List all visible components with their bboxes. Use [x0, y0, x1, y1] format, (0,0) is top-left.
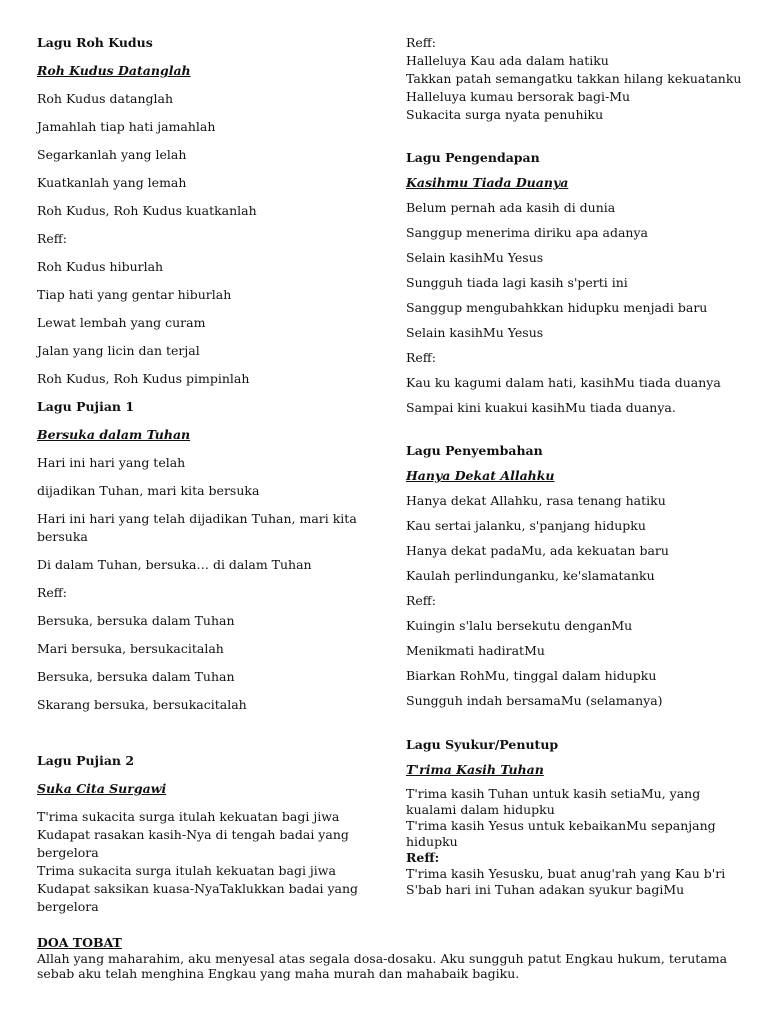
lyric-line: Hari ini hari yang telah dijadikan Tuhan, mari kita bersuka: [37, 511, 357, 544]
lyric-line: bergelora: [37, 845, 99, 860]
song-title: Hanya Dekat Allahku: [406, 468, 555, 483]
lyric-line: bergelora: [37, 899, 99, 914]
lyric-line: Kau sertai jalanku, s'panjang hidupku: [406, 518, 646, 533]
lyric-line: Kuatkanlah yang lemah: [37, 175, 187, 190]
lyric-line: kualami dalam hidupku: [406, 802, 555, 817]
lyric-line: Di dalam Tuhan, bersuka… di dalam Tuhan: [37, 557, 312, 572]
lyric-line: S'bab hari ini Tuhan adakan syukur bagiMu: [406, 882, 685, 897]
song-title: Roh Kudus Datanglah: [37, 63, 191, 78]
song-title: T'rima Kasih Tuhan: [406, 762, 544, 777]
lyric-line: Reff:: [37, 231, 67, 246]
lyric-line: Roh Kudus datanglah: [37, 91, 173, 106]
lyric-line: hidupku: [406, 834, 458, 849]
lyric-line: T'rima sukacita surga itulah kekuatan bagi jiwa: [37, 809, 340, 824]
lyric-line: Trima sukacita surga itulah kekuatan bagi jiwa: [37, 863, 336, 878]
lyric-line: Sampai kini kuakui kasihMu tiada duanya.: [406, 400, 676, 415]
lyric-line: Halleluya kumau bersorak bagi-Mu: [406, 89, 631, 104]
section-title: Lagu Penyembahan: [406, 443, 543, 458]
section-title: Lagu Pujian 2: [37, 753, 135, 768]
lyric-line: T'rima kasih Yesusku, buat anug'rah yang Kau b'ri: [406, 866, 726, 881]
lyric-line: Segarkanlah yang lelah: [37, 147, 187, 162]
section-title: Lagu Syukur/Penutup: [406, 737, 559, 752]
song-title: Suka Cita Surgawi: [37, 781, 167, 796]
prayer-section: [37, 935, 737, 981]
lyric-line: Bersuka, bersuka dalam Tuhan: [37, 669, 235, 684]
lyric-line: Kudapat rasakan kasih-Nya di tengah badai yang: [37, 827, 349, 842]
section-title: Lagu Roh Kudus: [37, 35, 153, 50]
lyric-line: Jamahlah tiap hati jamahlah: [37, 119, 216, 134]
lyric-line: Sukacita surga nyata penuhiku: [406, 107, 604, 122]
prayer-title: DOA TOBAT: [37, 935, 122, 950]
lyric-line: Mari bersuka, bersukacitalah: [37, 641, 224, 656]
right-column: [406, 34, 746, 898]
lyric-line: Hari ini hari yang telah: [37, 455, 186, 470]
lyric-line: Sungguh indah bersamaMu (selamanya): [406, 693, 663, 708]
lyric-line: Belum pernah ada kasih di dunia: [406, 200, 616, 215]
lyric-line: Sungguh tiada lagi kasih s'perti ini: [406, 275, 628, 290]
lyric-line: Reff:: [406, 350, 436, 365]
lyric-line: Kaulah perlindunganku, ke'slamatanku: [406, 568, 655, 583]
lyric-line: T'rima kasih Tuhan untuk kasih setiaMu, yang: [406, 786, 701, 801]
lyric-line: Kau ku kagumi dalam hati, kasihMu tiada duanya: [406, 375, 721, 390]
lyric-line: T'rima kasih Yesus untuk kebaikanMu sepanjang: [406, 818, 716, 833]
song-title: Kasihmu Tiada Duanya: [406, 175, 569, 190]
lyric-line: Hanya dekat padaMu, ada kekuatan baru: [406, 543, 669, 558]
lyric-line: Reff:: [37, 585, 67, 600]
lyric-line: Sanggup mengubahkkan hidupku menjadi baru: [406, 300, 708, 315]
lyric-line: Sanggup menerima diriku apa adanya: [406, 225, 648, 240]
lyric-line: dijadikan Tuhan, mari kita bersuka: [37, 483, 260, 498]
lyric-line: Selain kasihMu Yesus: [406, 250, 544, 265]
lyric-line: Kudapat saksikan kuasa-NyaTaklukkan badai yang: [37, 881, 359, 896]
lyric-line: Hanya dekat Allahku, rasa tenang hatiku: [406, 493, 666, 508]
lyric-line: Halleluya Kau ada dalam hatiku: [406, 53, 609, 68]
lyric-line: Roh Kudus, Roh Kudus kuatkanlah: [37, 203, 257, 218]
left-column: [37, 34, 377, 916]
lyric-line: Takkan patah semangatku takkan hilang kekuatanku: [406, 71, 742, 86]
lyric-line: Bersuka, bersuka dalam Tuhan: [37, 613, 235, 628]
lyric-line: Kuingin s'lalu bersekutu denganMu: [406, 618, 633, 633]
lyric-line: Roh Kudus hiburlah: [37, 259, 164, 274]
lyric-line: Roh Kudus, Roh Kudus pimpinlah: [37, 371, 250, 386]
lyric-line: Skarang bersuka, bersukacitalah: [37, 697, 247, 712]
section-title: Lagu Pujian 1: [37, 399, 135, 414]
lyric-line: Jalan yang licin dan terjal: [37, 343, 200, 358]
lyric-line: Selain kasihMu Yesus: [406, 325, 544, 340]
lyric-line: Menikmati hadiratMu: [406, 643, 545, 658]
lyric-line: Biarkan RohMu, tinggal dalam hidupku: [406, 668, 657, 683]
reff-label: Reff:: [406, 850, 440, 865]
song-title: Bersuka dalam Tuhan: [37, 427, 191, 442]
lyric-line: Reff:: [406, 35, 436, 50]
lyric-line: Lewat lembah yang curam: [37, 315, 206, 330]
prayer-body: Allah yang maharahim, aku menyesal atas segala dosa-dosaku. Aku sungguh patut Engkau hukum, terutama sebab aku telah menghina Engkau yang maha murah dan mahabaik bagiku.: [37, 951, 728, 981]
section-title: Lagu Pengendapan: [406, 150, 540, 165]
lyric-line: Reff:: [406, 593, 436, 608]
lyric-line: Tiap hati yang gentar hiburlah: [37, 287, 232, 302]
